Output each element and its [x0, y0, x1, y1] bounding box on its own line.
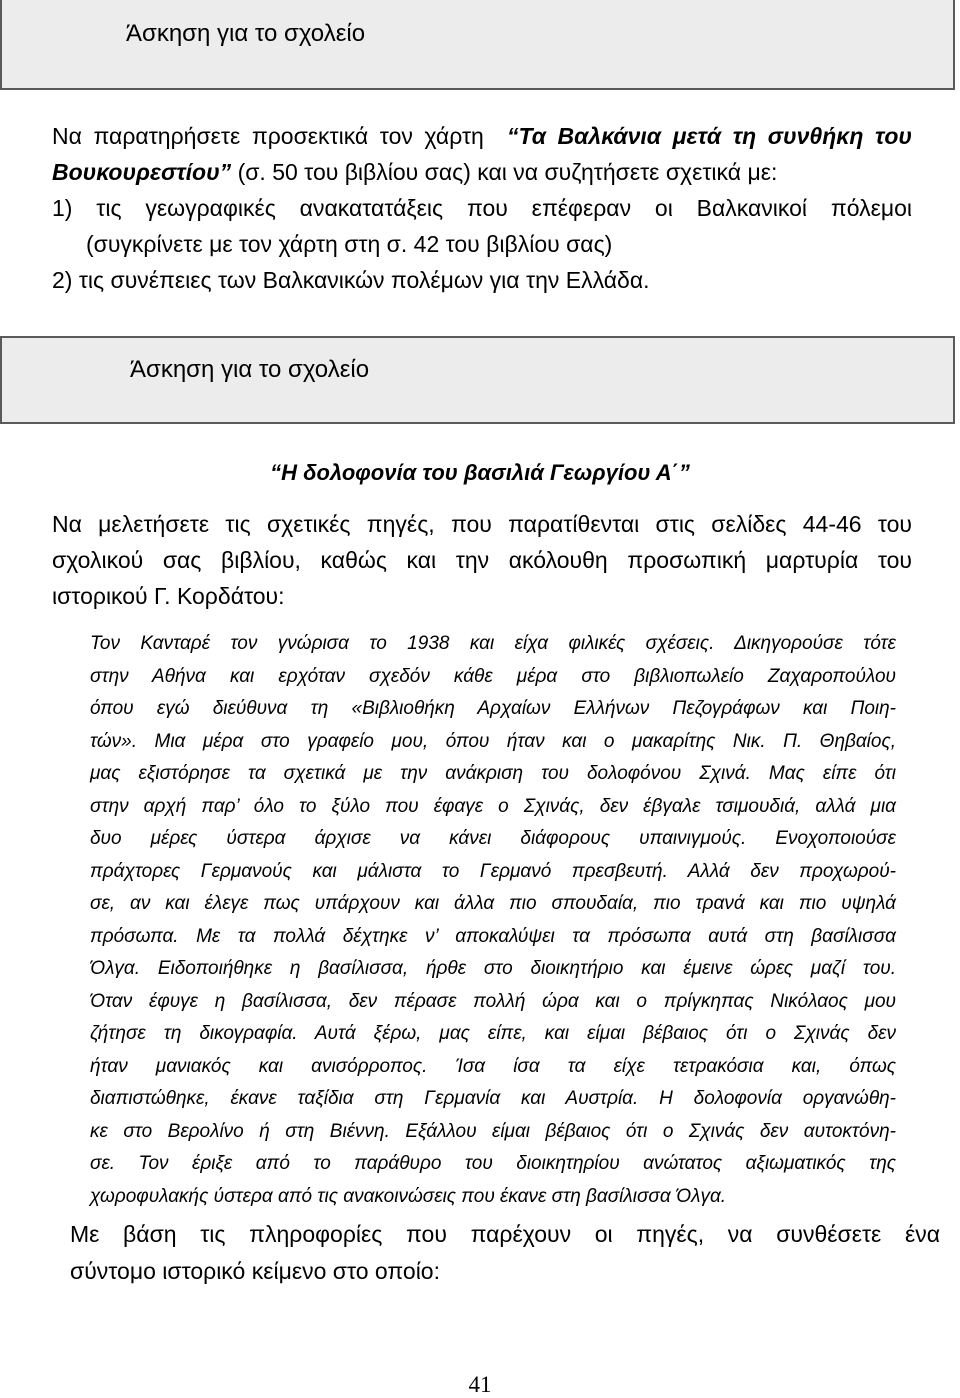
exercise-instructions [52, 506, 912, 614]
instruction-text: Να παρατηρήσετε προσεκτικά τον χάρτη [52, 123, 484, 149]
quote-line: κε στο Βερολίνο ή στη Βιέννη. Εξάλλου είμαι βέβαιος ότι ο Σχινάς δεν αυτοκτόνη- [90, 1120, 896, 1142]
question-item-1: 1) τις γεωγραφικές ανακατατάξεις που επέφεραν οι Βαλκανικοί πόλεμοι [52, 195, 912, 221]
quote-line: δυο μέρες ύστερα άρχισε να κάνει διάφορους υπαινιγμούς. Ενοχοποιούσε [90, 828, 896, 849]
testimony-quote [90, 628, 896, 1213]
closing-instructions [70, 1216, 940, 1290]
page-number: 41 [468, 1372, 492, 1397]
quote-line: διαπιστώθηκε, έκανε ταξίδια στη Γερμανία και Αυστρία. Η δολοφονία οργανώθη- [90, 1088, 896, 1109]
quote-line: στην αρχή παρ’ όλο το ξύλο που έφαγε ο Σχινάς, δεν έβγαλε τσιμουδιά, αλλά μια [90, 795, 896, 817]
instruction-line: σχολικού σας βιβλίου, καθώς και την ακόλουθη προσωπική μαρτυρία του [52, 547, 912, 573]
quote-line: πράχτορες Γερμανούς και μάλιστα το Γερμανό πρεσβευτή. Αλλά δεν προχωρού- [90, 860, 896, 882]
instruction-line: Να μελετήσετε τις σχετικές πηγές, που παρατίθενται στις σελίδες 44-46 του [52, 511, 912, 537]
map-title: “Τα Βαλκάνια μετά τη συνθήκη του [507, 123, 912, 149]
quote-line: σε. Τον έριξε από το παράθυρο του διοικητηρίου ανώτατος αξιωματικός της [90, 1153, 896, 1174]
quote-line: τών». Μια μέρα στο γραφείο μου, όπου ήταν και ο μακαρίτης Νικ. Π. Θηβαίος, [90, 730, 896, 752]
instruction-line [52, 154, 912, 190]
question-item-2: 2) τις συνέπειες των Βαλκανικών πολέμων για την Ελλάδα. [52, 267, 650, 293]
instruction-line [52, 118, 912, 154]
quote-line: μας εξιστόρησε τα σχετικά με την ανάκριση του δολοφόνου Σχινά. Μας είπε ότι [90, 763, 896, 784]
instruction-line: σύντομο ιστορικό κείμενο στο οποίο: [70, 1258, 440, 1284]
exercise-title: Άσκηση για το σχολείο [130, 356, 370, 383]
quote-line: Όταν έφυγε η βασίλισσα, δεν πέρασε πολλή ώρα και ο πρίγκηπας Νικόλαος μου [90, 990, 896, 1012]
question-item-1-continued: (συγκρίνετε με τον χάρτη στη σ. 42 του βιβλίου σας) [86, 231, 613, 257]
instruction-line: Με βάση τις πληροφορίες που παρέχουν οι πηγές, να συνθέσετε ένα [70, 1221, 940, 1247]
quote-line: χωροφυλακής ύστερα από τις ανακοινώσεις που έκανε στη βασίλισσα Όλγα. [90, 1185, 727, 1207]
quote-line: σε, αν και έλεγε πως υπάρχουν και άλλα πιο σπουδαία, πιο τρανά και πιο υψηλά [90, 893, 896, 914]
quote-line: ήταν μανιακός και ανισόρροπος. Ίσα ίσα τα είχε τετρακόσια και, όπως [90, 1055, 896, 1077]
exercise-subtitle: “Η δολοφονία του βασιλιά Γεωργίου Α΄” [270, 460, 690, 485]
instruction-text: (σ. 50 του βιβλίου σας) και να συζητήσετε σχετικά με: [237, 159, 778, 185]
quote-line: Τον Κανταρέ τον γνώρισα το 1938 και είχα φιλικές σχέσεις. Δικηγορούσε τότε [90, 633, 896, 654]
quote-line: ζήτησε τη δικογραφία. Αυτά ξέρω, μας είπε, και είμαι βέβαιος ότι ο Σχινάς δεν [90, 1023, 896, 1044]
exercise-header-box [0, 336, 955, 424]
instruction-line: ιστορικού Γ. Κορδάτου: [52, 583, 285, 609]
exercise-instructions [52, 118, 912, 298]
quote-line: στην Αθήνα και ερχόταν σχεδόν κάθε μέρα στο βιβλιοπωλείο Ζαχαροπούλου [90, 665, 896, 687]
exercise-header-box [0, 0, 955, 90]
quote-line: όπου εγώ διεύθυνα τη «Βιβλιοθήκη Αρχαίων Ελλήνων Πεζογράφων και Ποιη- [90, 698, 896, 719]
map-title-continued: Βουκουρεστίου” [52, 159, 232, 185]
exercise-title: Άσκηση για το σχολείο [126, 20, 366, 47]
quote-line: Όλγα. Ειδοποιήθηκε η βασίλισσα, ήρθε στο διοικητήριο και έμεινε ώρες μαζί του. [90, 958, 896, 979]
quote-line: πρόσωπα. Με τα πολλά δέχτηκε ν’ αποκαλύψει τα πρόσωπα αυτά στη βασίλισσα [90, 925, 896, 947]
